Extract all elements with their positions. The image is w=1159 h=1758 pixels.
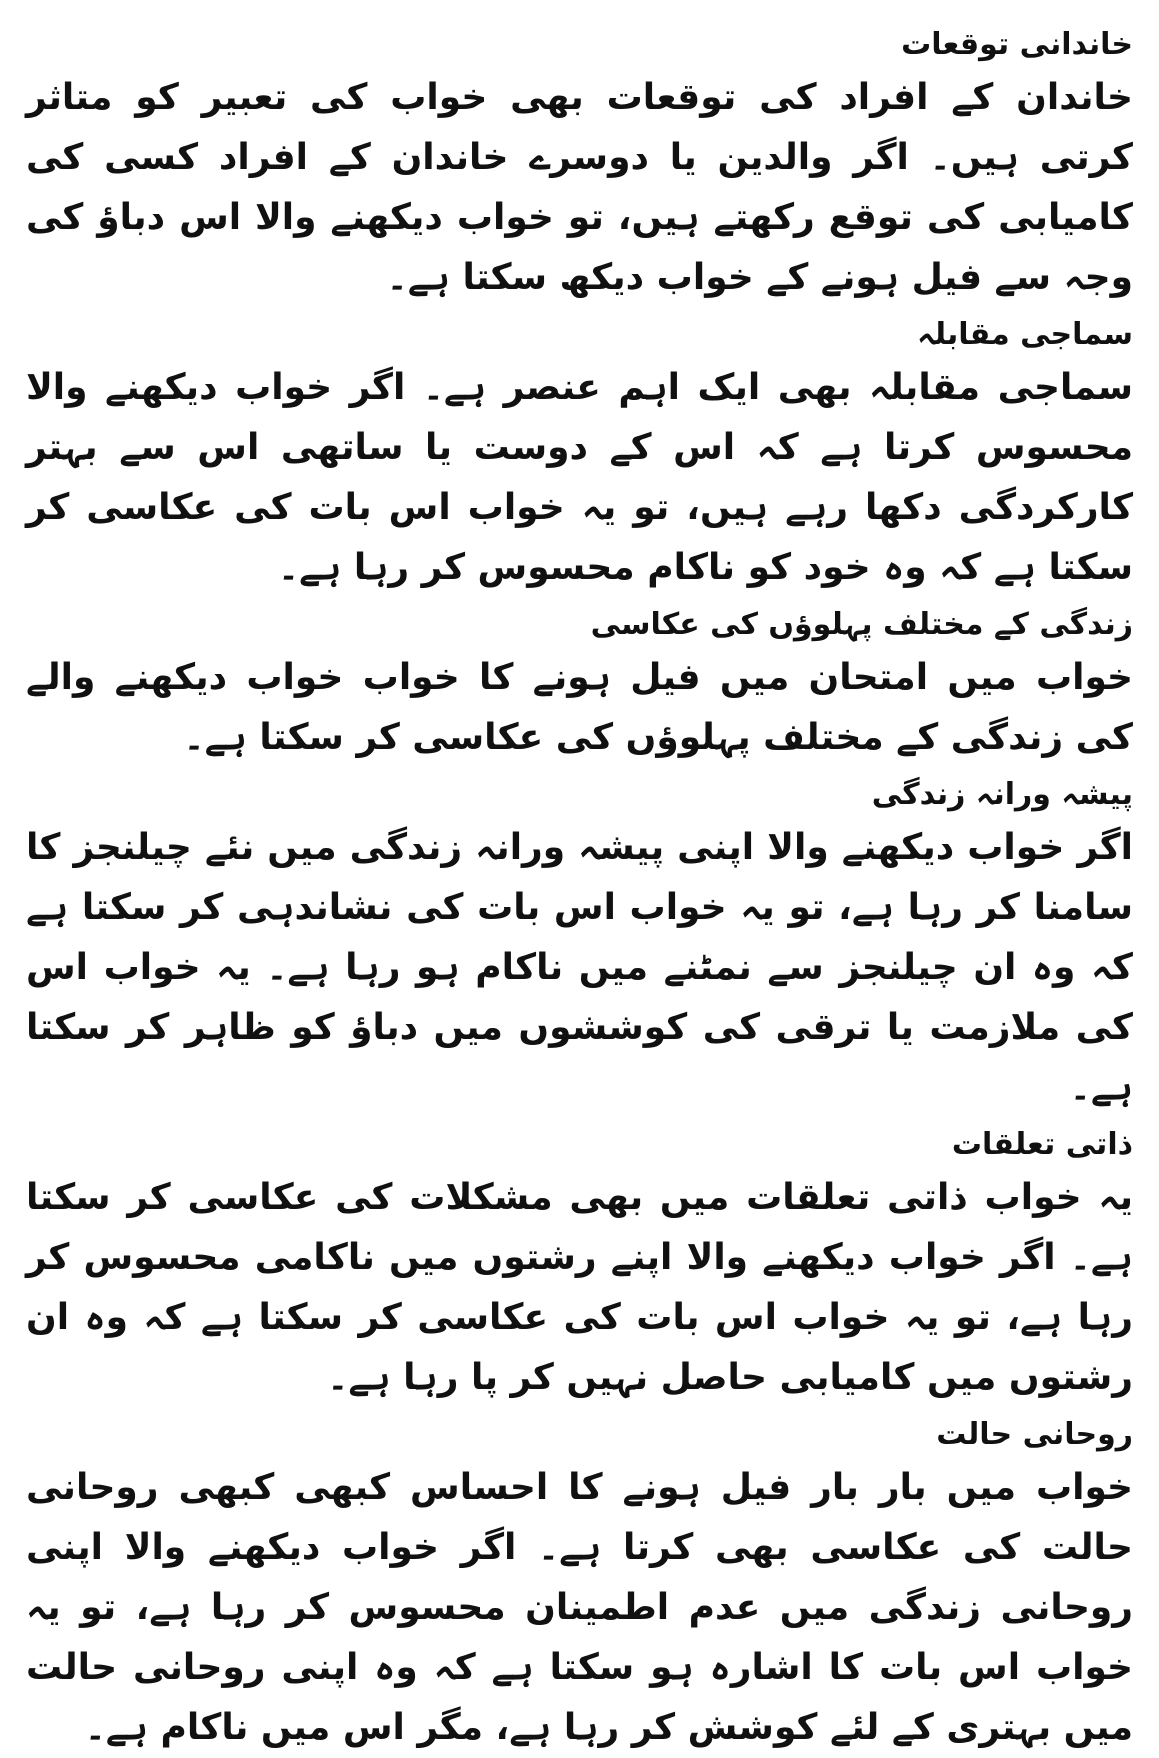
section-heading: زندگی کے مختلف پہلوؤں کی عکاسی [590,607,1133,642]
section-paragraph: خاندان کے افراد کی توقعات بھی خواب کی تعبیر کو متاثر کرتی ہیں۔ اگر والدین یا دوسرے خاندان کے افراد کسی کی کامیابی کی توقع رکھتے ہیں، تو خواب دیکھنے والا اس دباؤ کی وجہ سے فیل ہونے کے خواب دیکھ سکتا ہے۔ [26,77,1133,298]
section-life-aspects [26,602,1133,768]
section-heading: خاندانی توقعات [901,27,1133,62]
section-heading: ذاتی تعلقات [951,1127,1133,1162]
section-professional-life [26,772,1133,1118]
section-social-competition [26,312,1133,598]
section-personal-relationships [26,1122,1133,1408]
section-heading: پیشہ ورانہ زندگی [871,777,1133,812]
section-spiritual-state [26,1412,1133,1758]
section-heading: روحانی حالت [936,1417,1133,1452]
section-heading: سماجی مقابلہ [917,317,1133,352]
section-paragraph: اگر خواب دیکھنے والا اپنی پیشہ ورانہ زندگی میں نئے چیلنجز کا سامنا کر رہا ہے، تو یہ خواب اس بات کی نشاندہی کر سکتا ہے کہ وہ ان چیلنجز سے نمٹنے میں ناکام ہو رہا ہے۔ یہ خواب اس کی ملازمت یا ترقی کی کوششوں میں دباؤ کو ظاہر کر سکتا ہے۔ [26,827,1133,1108]
section-paragraph: یہ خواب ذاتی تعلقات میں بھی مشکلات کی عکاسی کر سکتا ہے۔ اگر خواب دیکھنے والا اپنے رشتوں میں ناکامی محسوس کر رہا ہے، تو یہ خواب اس بات کی عکاسی کر سکتا ہے کہ وہ ان رشتوں میں کامیابی حاصل نہیں کر پا رہا ہے۔ [26,1177,1133,1398]
section-paragraph: خواب میں امتحان میں فیل ہونے کا خواب خواب دیکھنے والے کی زندگی کے مختلف پہلوؤں کی عکاسی کر سکتا ہے۔ [26,657,1133,758]
section-family-expectations [26,22,1133,308]
section-paragraph: سماجی مقابلہ بھی ایک اہم عنصر ہے۔ اگر خواب دیکھنے والا محسوس کرتا ہے کہ اس کے دوست یا ساتھی اس سے بہتر کارکردگی دکھا رہے ہیں، تو یہ خواب اس بات کی عکاسی کر سکتا ہے کہ وہ خود کو ناکام محسوس کر رہا ہے۔ [26,367,1133,588]
section-paragraph: خواب میں بار بار فیل ہونے کا احساس کبھی کبھی روحانی حالت کی عکاسی بھی کرتا ہے۔ اگر خواب دیکھنے والا اپنی روحانی زندگی میں عدم اطمینان محسوس کر رہا ہے، تو یہ خواب اس بات کا اشارہ ہو سکتا ہے کہ وہ اپنی روحانی حالت میں بہتری کے لئے کوشش کر رہا ہے، مگر اس میں ناکام ہے۔ [26,1467,1133,1748]
